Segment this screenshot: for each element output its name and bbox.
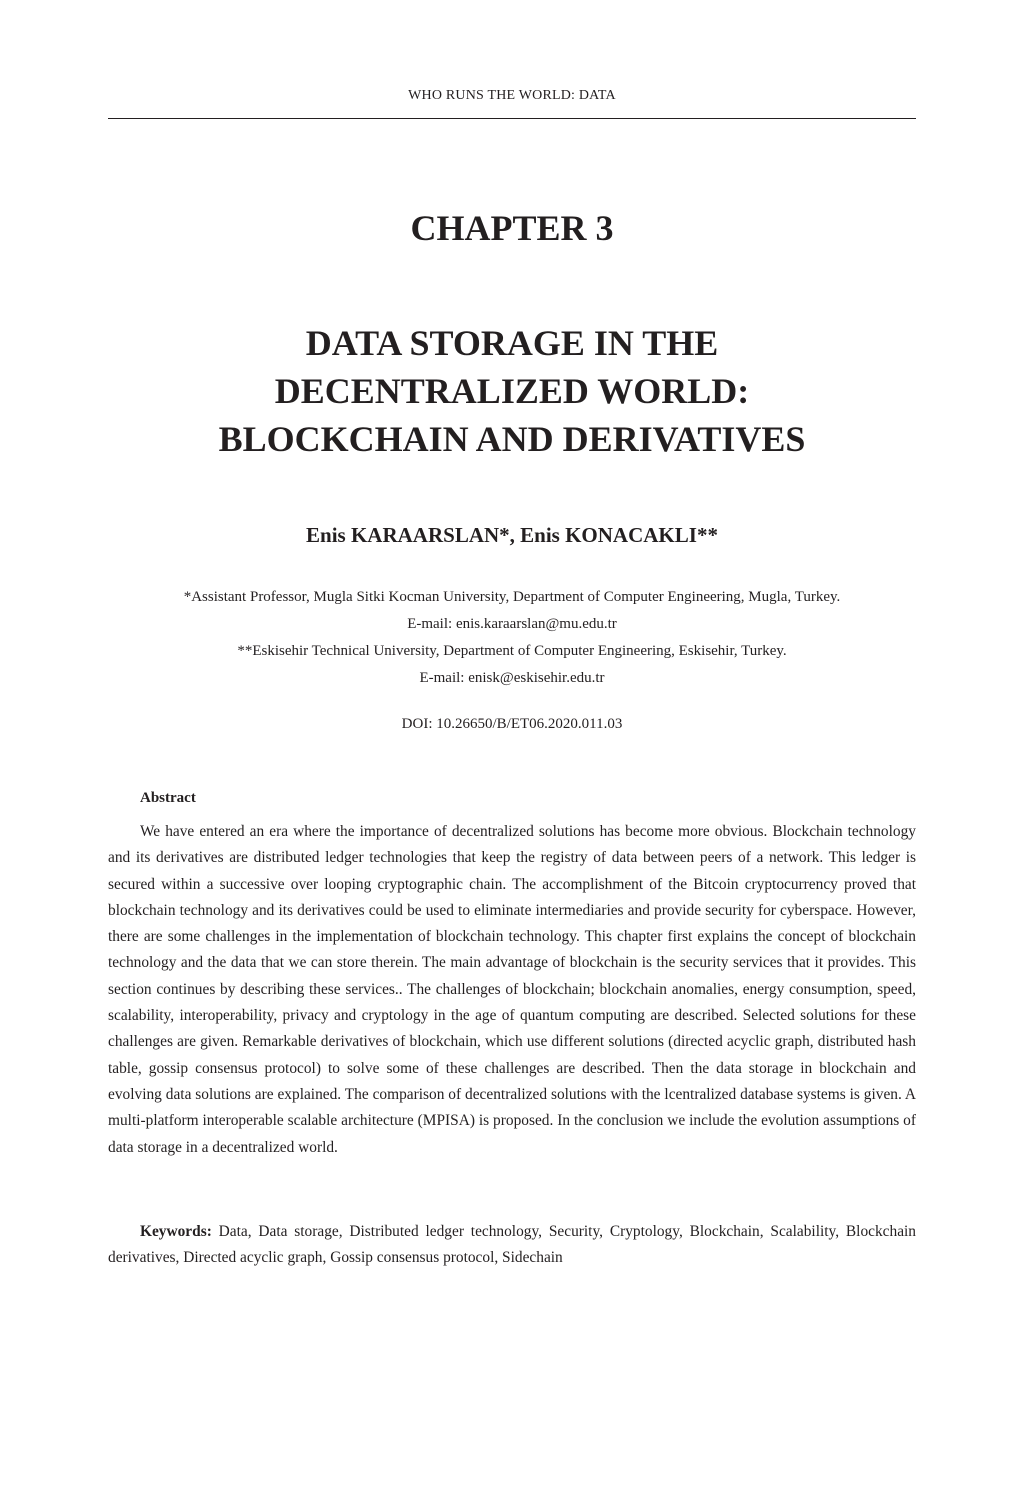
affiliation-second-email: E-mail: enisk@eskisehir.edu.tr — [419, 670, 605, 686]
affiliations — [108, 584, 916, 692]
abstract-heading: Abstract — [140, 790, 196, 806]
abstract-body: We have entered an era where the importance of decentralized solutions has become more obvious. Blockchain technology and its derivatives are distributed ledger technologies that keep the registry of data between peers of a network. This ledger is secured within a successive over looping cryptographic chain. The accomplishment of the Bitcoin cryptocurrency proved that blockchain technology and its derivatives could be used to eliminate intermediaries and provide security for cyberspace. However, there are some challenges in the implementation of blockchain technology. This chapter first explains the concept of blockchain technology and the data that we can store therein. The main advantage of blockchain is the security services that it provides. This section continues by describing these services.. The challenges of blockchain; blockchain anomalies, energy consumption, speed, scalability, interoperability, privacy and cryptology in the age of quantum computing are described. Selected solutions for these challenges are given. Remarkable derivatives of blockchain, which use different solutions (directed acyclic graph, distributed hash table, gossip consensus protocol) to solve some of these challenges are described. Then the data storage in blockchain and evolving data solutions are explained. The comparison of decentralized solutions with the lcentralized database systems is given. A multi-platform interoperable scalable architecture (MPISA) is proposed. In the conclusion we include the evolution assumptions of data storage in a decentralized world. — [108, 823, 916, 1156]
keywords — [108, 1219, 916, 1272]
authors: Enis KARAARSLAN*, Enis KONACAKLI** — [306, 523, 718, 547]
keywords-text: Data, Data storage, Distributed ledger technology, Security, Cryptology, Blockchain, Scalability, Blockchain derivatives, Directed acyclic graph, Gossip consensus protocol, Sidechain — [108, 1223, 916, 1267]
doi: DOI: 10.26650/B/ET06.2020.011.03 — [401, 716, 623, 732]
keywords-label: Keywords: — [140, 1223, 212, 1240]
affiliation-first-email: E-mail: enis.karaarslan@mu.edu.tr — [407, 616, 617, 632]
header-rule — [108, 118, 916, 119]
chapter-label: CHAPTER 3 — [410, 208, 614, 248]
chapter-title — [108, 319, 916, 463]
chapter-title-line: DATA STORAGE IN THE — [305, 323, 719, 363]
affiliation-second: **Eskisehir Technical University, Department of Computer Engineering, Eskisehir, Turkey. — [237, 643, 787, 659]
affiliation-first: *Assistant Professor, Mugla Sitki Kocman University, Department of Computer Engineering, Mugla, Turkey. — [183, 589, 841, 605]
chapter-title-line: BLOCKCHAIN AND DERIVATIVES — [218, 419, 806, 459]
running-header: WHO RUNS THE WORLD: DATA — [408, 88, 616, 103]
chapter-title-line: DECENTRALIZED WORLD: — [274, 371, 750, 411]
